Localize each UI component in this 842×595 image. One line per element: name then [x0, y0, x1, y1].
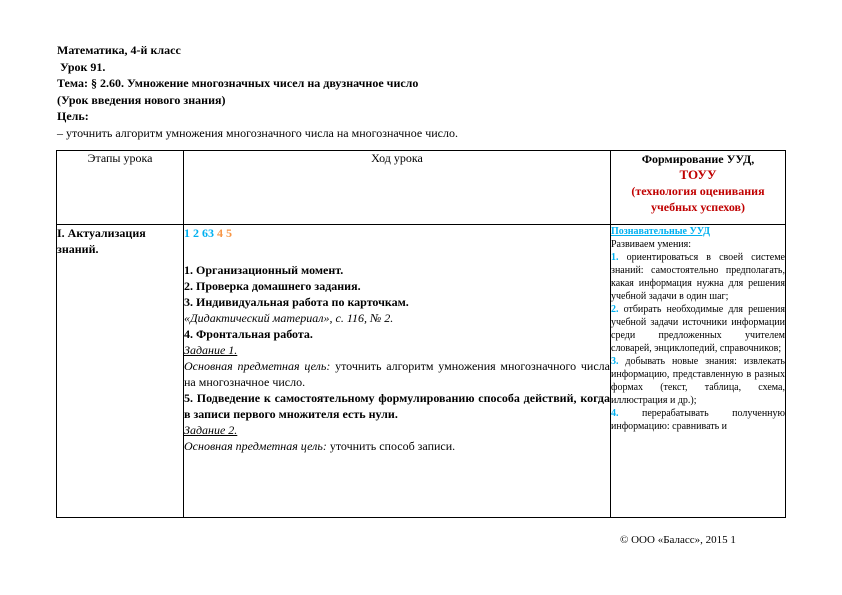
goal-text: уточнить алгоритм умножения многозначного числа на многозначное число. [184, 359, 610, 389]
uud-item [611, 303, 785, 355]
slide-numbers [184, 225, 610, 241]
uud-item-text: перерабатывать полученную информацию: сравнивать и [611, 408, 785, 432]
uud-cell [611, 225, 786, 518]
step-item: 3. Индивидуальная работа по карточкам. [184, 295, 409, 309]
uud-header-line3: (технология оценивания учебных успехов) [631, 184, 765, 214]
goal-label: Основная предметная цель: [184, 439, 327, 453]
table-row [57, 225, 786, 518]
uud-item-text: ориентироваться в своей системе знаний: самостоятельно предполагать, какая информация нужна для решения учебной задачи в один шаг; [611, 252, 785, 302]
document-header [57, 42, 458, 141]
uud-item-number: 1. [611, 252, 619, 263]
goal-text: – уточнить алгоритм умножения многозначного числа на многозначное число. [57, 125, 458, 140]
step-item: 5. Подведение к самостоятельному формулированию способа действий, когда в записи первого множителя есть нули. [184, 391, 610, 421]
stage-cell: I. Актуализация знаний. [57, 225, 184, 518]
uud-item-number: 4. [611, 408, 619, 419]
table-header-row [57, 151, 786, 225]
task-goal [184, 438, 610, 454]
topic-line: Тема: § 2.60. Умножение многозначных чисел на двузначное число [57, 76, 419, 90]
goal-text: уточнить способ записи. [326, 439, 456, 453]
uud-intro: Развиваем умения: [611, 239, 692, 250]
slide-number: 6 [202, 226, 208, 240]
reference-text: «Дидактический материал», с. 116, № 2. [184, 311, 394, 325]
slide-number: 1 [184, 226, 190, 240]
goal-label: Основная предметная цель: [184, 359, 331, 373]
column-header-uud [611, 151, 786, 225]
uud-item-text: добывать новые знания: извлекать информацию, представленную в разных формах (текст, таблица, схема, иллюстрация и др.); [611, 356, 785, 406]
slide-number: 4 [217, 226, 223, 240]
lesson-number: Урок 91. [60, 59, 106, 74]
uud-item [611, 355, 785, 407]
uud-item [611, 251, 785, 303]
uud-item-number: 2. [611, 304, 619, 315]
uud-title: Познавательные УУД [611, 226, 711, 237]
lesson-type: (Урок введения нового знания) [57, 92, 226, 107]
task-title: Задание 1. [184, 343, 238, 357]
progress-cell [184, 225, 611, 518]
uud-header-line1: Формирование УУД, [641, 152, 755, 166]
task-title: Задание 2. [184, 423, 238, 437]
column-header-progress: Ход урока [184, 151, 611, 225]
subject-line: Математика, 4-й класс [57, 43, 181, 57]
step-item: 2. Проверка домашнего задания. [184, 279, 361, 293]
step-item: 4. Фронтальная работа. [184, 327, 313, 341]
column-header-stages: Этапы урока [57, 151, 184, 225]
goal-label: Цель: [57, 109, 89, 123]
slide-number: 5 [226, 226, 232, 240]
task-goal [184, 358, 610, 390]
uud-header-line2: ТОУУ [679, 167, 717, 182]
uud-item [611, 407, 785, 433]
copyright-footer: © ООО «Баласс», 2015 1 [620, 534, 736, 546]
uud-item-text: отбирать необходимые для решения учебной задачи источники информации среди предложенных учителем словарей, энциклопедий, справочников; [611, 304, 785, 354]
slide-number: 3 [208, 226, 214, 240]
slide-number: 2 [193, 226, 199, 240]
uud-item-number: 3. [611, 356, 619, 367]
lesson-plan-table [56, 150, 786, 518]
step-item: 1. Организационный момент. [184, 263, 344, 277]
